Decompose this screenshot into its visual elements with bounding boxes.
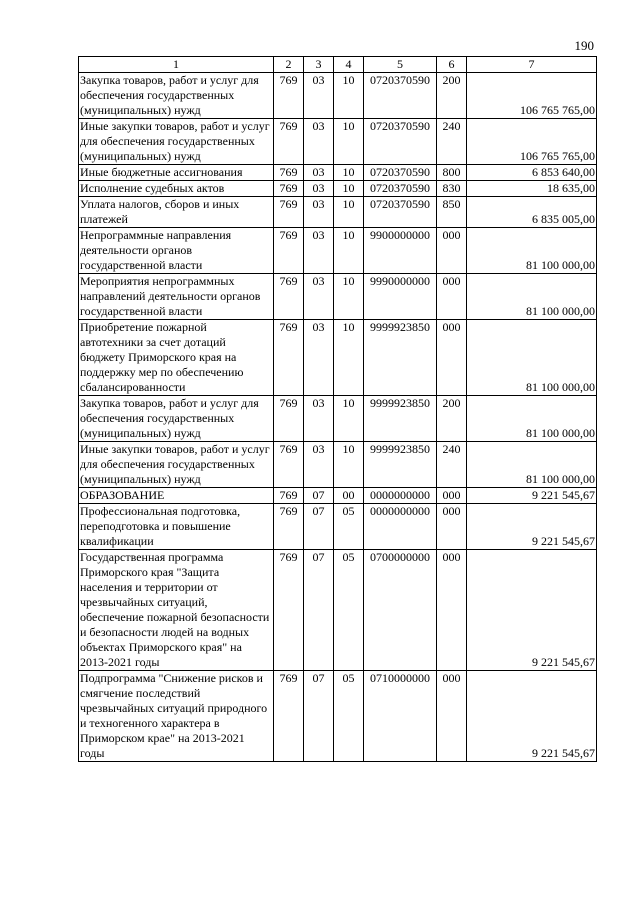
- amount-cell: 106 765 765,00: [467, 119, 597, 165]
- header-cell: 7: [467, 57, 597, 73]
- target-article-cell: 0700000000: [364, 550, 437, 671]
- budget-table: [78, 56, 597, 762]
- row-name-cell: Подпрограмма "Снижение рисков и смягчение последствий чрезвычайных ситуаций природного и техногенного характера в Приморском крае" на 2013-2021 годы: [79, 671, 274, 762]
- ministry-code-cell: 769: [274, 488, 304, 504]
- expense-type-cell: 240: [437, 442, 467, 488]
- table-row: [79, 396, 597, 442]
- section-code-cell: 03: [304, 181, 334, 197]
- section-code-cell: 07: [304, 488, 334, 504]
- expense-type-cell: 000: [437, 504, 467, 550]
- header-cell: 3: [304, 57, 334, 73]
- amount-cell: 18 635,00: [467, 181, 597, 197]
- expense-type-cell: 000: [437, 671, 467, 762]
- section-code-cell: 03: [304, 228, 334, 274]
- table-row: [79, 197, 597, 228]
- subsection-code-cell: 10: [334, 73, 364, 119]
- amount-cell: 9 221 545,67: [467, 504, 597, 550]
- amount-cell: 9 221 545,67: [467, 550, 597, 671]
- table-row: [79, 488, 597, 504]
- amount-cell: 81 100 000,00: [467, 320, 597, 396]
- header-cell: 6: [437, 57, 467, 73]
- table-header-row: [79, 57, 597, 73]
- section-code-cell: 07: [304, 504, 334, 550]
- table-row: [79, 274, 597, 320]
- expense-type-cell: 000: [437, 274, 467, 320]
- amount-cell: 81 100 000,00: [467, 442, 597, 488]
- header-cell: 2: [274, 57, 304, 73]
- header-cell: 5: [364, 57, 437, 73]
- target-article-cell: 0000000000: [364, 504, 437, 550]
- section-code-cell: 03: [304, 320, 334, 396]
- section-code-cell: 03: [304, 274, 334, 320]
- header-cell: 4: [334, 57, 364, 73]
- row-name-cell: Уплата налогов, сборов и иных платежей: [79, 197, 274, 228]
- amount-cell: 106 765 765,00: [467, 73, 597, 119]
- ministry-code-cell: 769: [274, 165, 304, 181]
- table-row: [79, 320, 597, 396]
- target-article-cell: 0720370590: [364, 119, 437, 165]
- subsection-code-cell: 10: [334, 320, 364, 396]
- expense-type-cell: 000: [437, 550, 467, 671]
- table-row: [79, 73, 597, 119]
- ministry-code-cell: 769: [274, 73, 304, 119]
- subsection-code-cell: 10: [334, 181, 364, 197]
- section-code-cell: 03: [304, 73, 334, 119]
- ministry-code-cell: 769: [274, 119, 304, 165]
- subsection-code-cell: 05: [334, 550, 364, 671]
- ministry-code-cell: 769: [274, 504, 304, 550]
- row-name-cell: Закупка товаров, работ и услуг для обеспечения государственных (муниципальных) нужд: [79, 396, 274, 442]
- ministry-code-cell: 769: [274, 320, 304, 396]
- section-code-cell: 07: [304, 671, 334, 762]
- section-code-cell: 07: [304, 550, 334, 671]
- amount-cell: 81 100 000,00: [467, 228, 597, 274]
- row-name-cell: Профессиональная подготовка, переподготовка и повышение квалификации: [79, 504, 274, 550]
- subsection-code-cell: 10: [334, 197, 364, 228]
- row-name-cell: Закупка товаров, работ и услуг для обеспечения государственных (муниципальных) нужд: [79, 73, 274, 119]
- row-name-cell: Приобретение пожарной автотехники за счет дотаций бюджету Приморского края на поддержку мер по обеспечению сбалансированности: [79, 320, 274, 396]
- row-name-cell: Государственная программа Приморского края "Защита населения и территории от чрезвычайных ситуаций, обеспечение пожарной безопасности и безопасности людей на водных объектах Приморского края" на 2013-2021 годы: [79, 550, 274, 671]
- amount-cell: 81 100 000,00: [467, 396, 597, 442]
- ministry-code-cell: 769: [274, 228, 304, 274]
- subsection-code-cell: 10: [334, 165, 364, 181]
- target-article-cell: 9999923850: [364, 442, 437, 488]
- row-name-cell: Иные бюджетные ассигнования: [79, 165, 274, 181]
- ministry-code-cell: 769: [274, 396, 304, 442]
- expense-type-cell: 200: [437, 73, 467, 119]
- section-code-cell: 03: [304, 442, 334, 488]
- ministry-code-cell: 769: [274, 181, 304, 197]
- table-row: [79, 504, 597, 550]
- subsection-code-cell: 05: [334, 504, 364, 550]
- target-article-cell: 0720370590: [364, 197, 437, 228]
- row-name-cell: ОБРАЗОВАНИЕ: [79, 488, 274, 504]
- target-article-cell: 0000000000: [364, 488, 437, 504]
- subsection-code-cell: 10: [334, 396, 364, 442]
- target-article-cell: 9999923850: [364, 320, 437, 396]
- amount-cell: 81 100 000,00: [467, 274, 597, 320]
- section-code-cell: 03: [304, 197, 334, 228]
- target-article-cell: 0720370590: [364, 73, 437, 119]
- section-code-cell: 03: [304, 119, 334, 165]
- table-row: [79, 671, 597, 762]
- subsection-code-cell: 00: [334, 488, 364, 504]
- target-article-cell: 0720370590: [364, 165, 437, 181]
- subsection-code-cell: 10: [334, 442, 364, 488]
- expense-type-cell: 000: [437, 488, 467, 504]
- header-cell: 1: [79, 57, 274, 73]
- amount-cell: 9 221 545,67: [467, 488, 597, 504]
- subsection-code-cell: 10: [334, 228, 364, 274]
- target-article-cell: 9900000000: [364, 228, 437, 274]
- expense-type-cell: 000: [437, 228, 467, 274]
- ministry-code-cell: 769: [274, 671, 304, 762]
- row-name-cell: Непрограммные направления деятельности органов государственной власти: [79, 228, 274, 274]
- expense-type-cell: 000: [437, 320, 467, 396]
- expense-type-cell: 800: [437, 165, 467, 181]
- ministry-code-cell: 769: [274, 550, 304, 671]
- section-code-cell: 03: [304, 165, 334, 181]
- row-name-cell: Иные закупки товаров, работ и услуг для обеспечения государственных (муниципальных) нужд: [79, 119, 274, 165]
- section-code-cell: 03: [304, 396, 334, 442]
- row-name-cell: Исполнение судебных актов: [79, 181, 274, 197]
- expense-type-cell: 850: [437, 197, 467, 228]
- expense-type-cell: 240: [437, 119, 467, 165]
- ministry-code-cell: 769: [274, 442, 304, 488]
- amount-cell: 6 853 640,00: [467, 165, 597, 181]
- target-article-cell: 0720370590: [364, 181, 437, 197]
- table-row: [79, 181, 597, 197]
- table-row: [79, 550, 597, 671]
- table-row: [79, 165, 597, 181]
- table-row: [79, 119, 597, 165]
- target-article-cell: 9990000000: [364, 274, 437, 320]
- subsection-code-cell: 05: [334, 671, 364, 762]
- table-row: [79, 442, 597, 488]
- target-article-cell: 0710000000: [364, 671, 437, 762]
- ministry-code-cell: 769: [274, 197, 304, 228]
- table-row: [79, 228, 597, 274]
- amount-cell: 9 221 545,67: [467, 671, 597, 762]
- page-number: 190: [574, 38, 594, 53]
- row-name-cell: Мероприятия непрограммных направлений деятельности органов государственной власти: [79, 274, 274, 320]
- amount-cell: 6 835 005,00: [467, 197, 597, 228]
- subsection-code-cell: 10: [334, 119, 364, 165]
- expense-type-cell: 200: [437, 396, 467, 442]
- expense-type-cell: 830: [437, 181, 467, 197]
- ministry-code-cell: 769: [274, 274, 304, 320]
- row-name-cell: Иные закупки товаров, работ и услуг для обеспечения государственных (муниципальных) нужд: [79, 442, 274, 488]
- subsection-code-cell: 10: [334, 274, 364, 320]
- target-article-cell: 9999923850: [364, 396, 437, 442]
